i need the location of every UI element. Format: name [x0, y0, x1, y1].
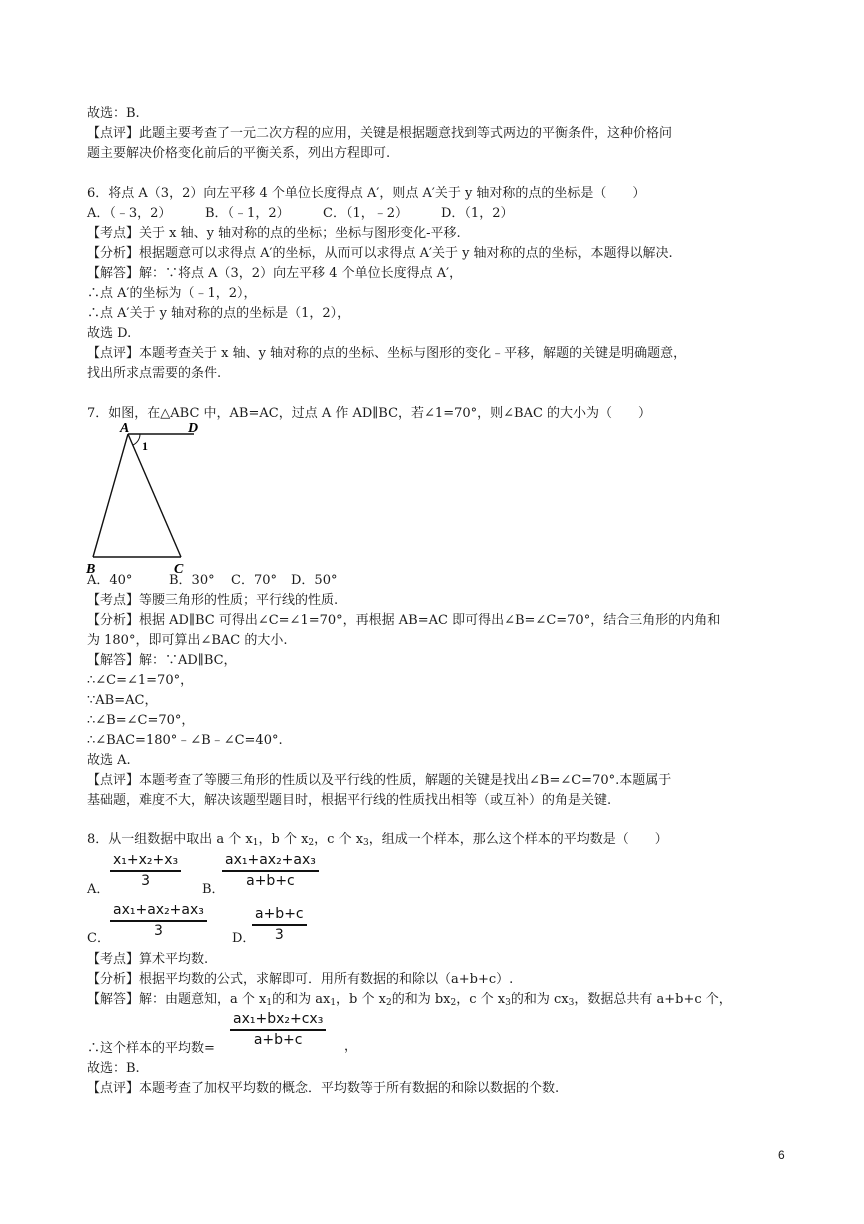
side-ab [93, 434, 128, 557]
option-b: B．30° [169, 573, 215, 588]
triangle-figure [84, 418, 204, 578]
kaodian-line: 【考点】等腰三角形的性质；平行线的性质. [87, 593, 339, 608]
option-a-label: A． [87, 882, 110, 897]
dianping-line: 【点评】本题考查了等腰三角形的性质以及平行线的性质，解题的关键是找出∠B=∠C=70°.本题属于 [87, 773, 672, 788]
option-a-fraction: x₁+x₂+x₃ 3 [110, 852, 181, 890]
option-b: B．（﹣1，2） [205, 206, 290, 221]
kaodian-line: 【考点】关于 x 轴、y 轴对称的点的坐标；坐标与图形变化-平移. [87, 226, 461, 241]
jieda-line: ∴∠C=∠1=70°， [87, 673, 194, 688]
page-number: 6 [778, 1148, 785, 1162]
jieda-line: 【解答】解：∵AD∥BC， [87, 653, 237, 668]
fenxi-line: 【分析】根据题意可以求得点 A′的坐标，从而可以求得点 A′关于 y 轴对称的点的坐标，本题得以解决. [87, 246, 673, 261]
dianping-line: 基础题，难度不大，解决该题型题目时，根据平行线的性质找出相等（或互补）的角是关键. [87, 793, 612, 808]
label-b: B [86, 562, 96, 577]
jieda-line: ∴∠BAC=180°﹣∠B﹣∠C=40°. [87, 733, 283, 748]
result-line: ∴这个样本的平均数= [87, 1041, 215, 1056]
result-fraction: ax₁+bx₂+cx₃ a+b+c [230, 1011, 326, 1049]
dianping-line: 找出所求点需要的条件. [87, 366, 222, 381]
fenxi-line: 【分析】根据 AD∥BC 可得出∠C=∠1=70°，再根据 AB=AC 即可得出∠B=∠C=70°，结合三角形的内角和 [87, 613, 721, 628]
option-a: A．（﹣3，2） [87, 206, 172, 221]
answer-line: 故选：B. [87, 1061, 140, 1076]
dianping-line: 【点评】本题考查了加权平均数的概念．平均数等于所有数据的和除以数据的个数. [87, 1081, 560, 1096]
jieda-line: 故选 A. [87, 753, 131, 768]
option-b-label: B． [202, 882, 225, 897]
result-comma: ， [344, 1039, 358, 1054]
question-8-stem: 8．从一组数据中取出 a 个 $x_1$，b 个 $x_2$，c 个 $x_3$，组成一个样本，那么这个样本的平均数是（ ） [87, 832, 668, 848]
fenxi-line: 【分析】根据平均数的公式，求解即可．用所有数据的和除以（a+b+c）. [87, 972, 514, 987]
side-ac [128, 434, 181, 557]
jieda-line: ∵AB=AC， [87, 693, 158, 708]
option-b-fraction: ax₁+ax₂+ax₃ a+b+c [222, 852, 319, 890]
angle-1-arc [133, 434, 140, 445]
option-d-fraction: a+b+c 3 [252, 906, 307, 944]
comment-line: 【点评】此题主要考查了一元二次方程的应用，关键是根据题意找到等式两边的平衡条件，这种价格问 [87, 126, 673, 141]
jieda-line: ∴点 A′关于 y 轴对称的点的坐标是（1，2）， [87, 306, 351, 321]
question-7-stem: 7．如图，在△ABC 中，AB=AC，过点 A 作 AD∥BC，若∠1=70°，则∠BAC 的大小为（ ） [87, 406, 652, 421]
option-d: D．50° [291, 573, 338, 588]
dianping-line: 【点评】本题考查关于 x 轴、y 轴对称的点的坐标、坐标与图形的变化﹣平移，解题的关键是明确题意， [87, 346, 687, 361]
question-6-stem: 6．将点 A（3，2）向左平移 4 个单位长度得点 A′，则点 A′关于 y 轴对称的点的坐标是（ ） [87, 186, 646, 201]
answer-line: 故选：B. [87, 106, 140, 121]
option-a: A．40° [87, 573, 133, 588]
comment-line: 题主要解决价格变化前后的平衡关系，列出方程即可. [87, 146, 391, 161]
jieda-line: ∴∠B=∠C=70°， [87, 713, 195, 728]
question-7-options [87, 572, 337, 590]
fenxi-line: 为 180°，即可算出∠BAC 的大小. [87, 633, 288, 648]
label-1: 1 [142, 439, 148, 453]
question-6-options [87, 205, 513, 223]
label-a: A [120, 421, 130, 436]
option-d-label: D． [232, 931, 256, 946]
jieda-line: 故选 D. [87, 326, 132, 341]
label-d: D [188, 421, 199, 436]
option-c-label: C． [87, 931, 110, 946]
option-c: C．（1，﹣2） [323, 206, 408, 221]
kaodian-line: 【考点】算术平均数. [87, 952, 209, 967]
jieda-line: 【解答】解：∵将点 A（3，2）向左平移 4 个单位长度得点 A′， [87, 266, 463, 281]
label-c: C [174, 562, 184, 577]
option-d: D．（1，2） [441, 206, 514, 221]
option-c: C．70° [231, 573, 277, 588]
jieda-line: ∴点 A′的坐标为（﹣1，2）， [87, 286, 257, 301]
jieda-line: 【解答】解：由题意知，a 个 $x_1$的和为 $ax_1$，b 个 $x_2$的和为 $bx_2$，c 个 $x_3$的和为 $cx_3$，数据总共有 a+b+c 个， [87, 992, 732, 1008]
option-c-fraction: ax₁+ax₂+ax₃ 3 [110, 902, 207, 940]
